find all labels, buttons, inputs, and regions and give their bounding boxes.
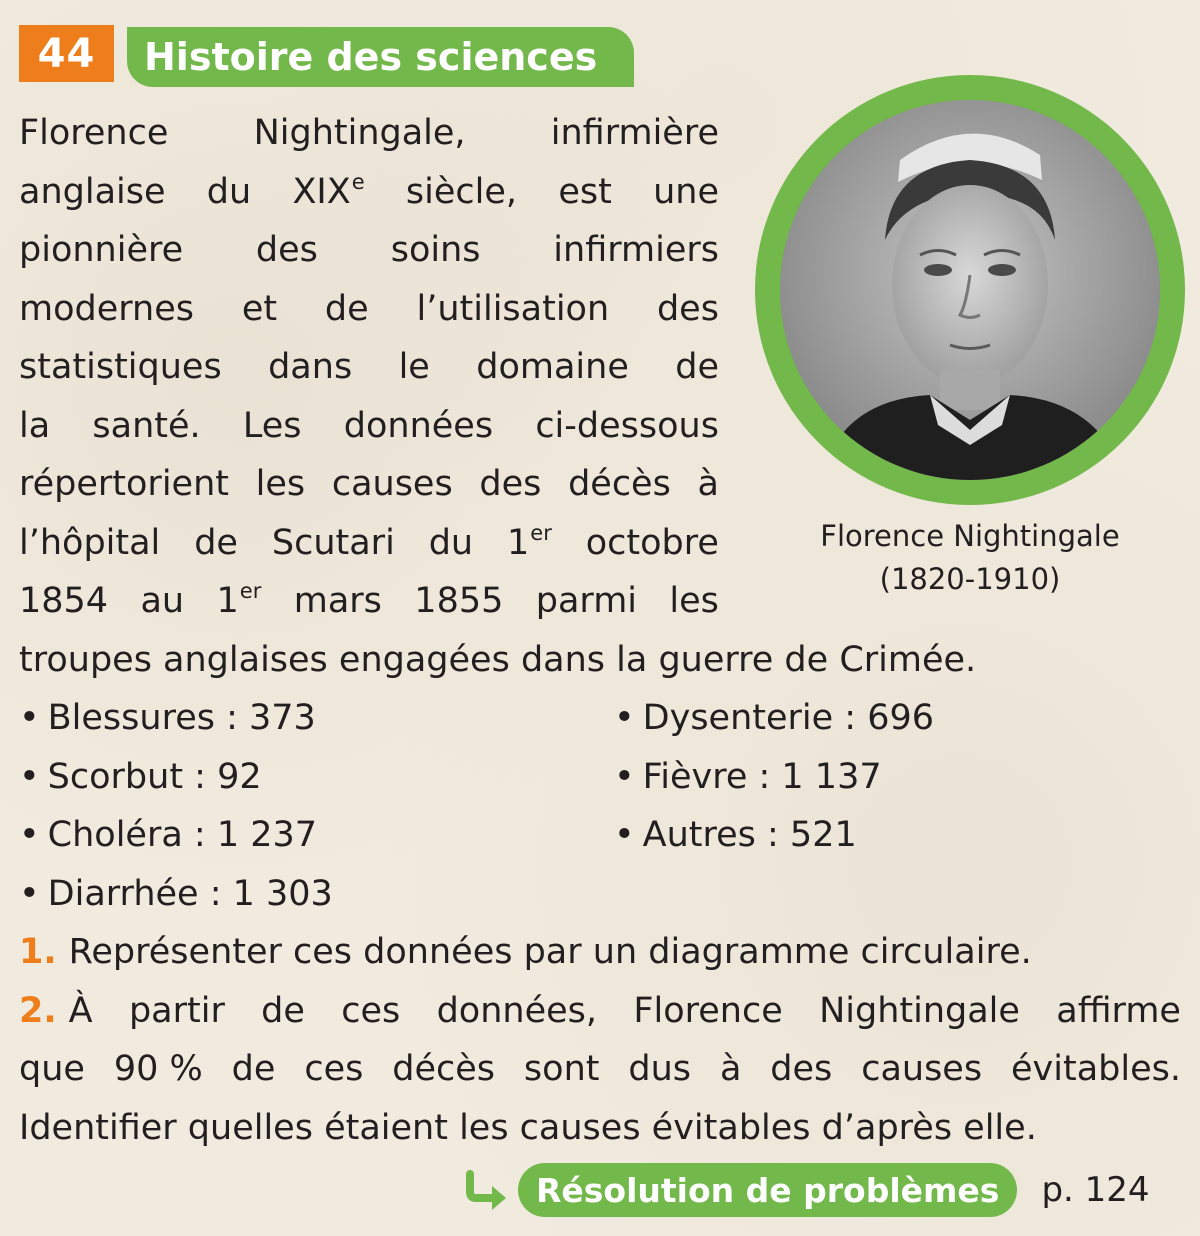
intro-word-text: des [255, 230, 318, 270]
data-list-left [19, 689, 333, 923]
question-2-text-end: Identifier quelles étaient les causes évitables d’après elle. [19, 1107, 1037, 1148]
intro-word [243, 397, 302, 456]
intro-word-text: octobre [585, 522, 719, 563]
intro-word [254, 104, 466, 163]
intro-word-text: modernes [19, 288, 194, 329]
data-item-label: Blessures : 373 [47, 698, 316, 738]
intro-word-text: répertorient [19, 464, 229, 504]
bullet-icon: • [19, 756, 40, 797]
data-item [19, 806, 333, 865]
intro-word-text: anglaise [19, 171, 166, 212]
intro-word [19, 163, 166, 222]
question-2-word: à [719, 1049, 742, 1089]
question-2-line-3 [19, 1099, 1181, 1158]
question-2-word: données, [436, 990, 598, 1031]
intro-word-text: Scutari [271, 522, 395, 563]
question-2-word: de [261, 990, 305, 1031]
intro-line [19, 338, 719, 397]
bullet-icon: • [19, 698, 40, 738]
data-item [19, 689, 333, 748]
data-item [614, 748, 934, 807]
intro-word-text: dans [268, 347, 353, 387]
intro-word [294, 572, 382, 631]
intro-line [19, 631, 977, 690]
intro-word [19, 221, 183, 280]
intro-word [92, 397, 200, 456]
data-item [614, 689, 934, 748]
intro-word [535, 397, 719, 456]
question-2-word: ces [304, 1049, 364, 1089]
data-item-label: Scorbut : 92 [47, 756, 262, 797]
intro-word [344, 397, 493, 456]
intro-word-text: santé. [92, 405, 201, 446]
intro-word-text: infirmiers [553, 230, 719, 270]
superscript: er [239, 579, 262, 603]
intro-word [268, 338, 352, 397]
question-2-word: décès [392, 1049, 496, 1089]
intro-word [479, 455, 541, 514]
intro-line [19, 572, 719, 631]
question-2-line-1 [19, 982, 1181, 1041]
portrait-caption [760, 515, 1180, 601]
intro-word [217, 572, 262, 631]
intro-word [551, 104, 719, 163]
section-title-banner [127, 27, 634, 87]
data-item-label: Fièvre : 1 137 [642, 756, 882, 797]
question-2-word: des [770, 1049, 833, 1089]
intro-word [675, 338, 719, 397]
question-2-word: 90 % [113, 1049, 203, 1089]
question-2-word: Nightingale [819, 990, 1020, 1031]
intro-word [19, 280, 194, 339]
intro-word-text: statistiques [19, 347, 222, 387]
intro-line [19, 280, 719, 339]
question-2-word: dus [628, 1049, 692, 1089]
intro-word [416, 280, 609, 339]
question-2-line-2 [19, 1040, 1181, 1099]
intro-word-text: infirmière [550, 113, 719, 153]
intro-word [140, 572, 184, 631]
question-2-word: de [231, 1049, 276, 1089]
intro-word [194, 514, 238, 573]
intro-word [256, 455, 306, 514]
bullet-icon: • [614, 698, 635, 738]
bullet-icon: • [614, 756, 635, 797]
intro-word-text: 1855 [414, 581, 504, 621]
intro-word-text: la [19, 405, 51, 446]
question-2-word: que [19, 1049, 85, 1089]
intro-word [207, 163, 251, 222]
data-item [19, 865, 333, 924]
intro-word [242, 280, 277, 339]
question-2-word: causes [861, 1049, 983, 1089]
question-2-number: 2. [19, 990, 57, 1031]
intro-word [399, 338, 430, 397]
intro-word-text: de [324, 288, 369, 329]
intro-word-text: ci-dessous [535, 405, 719, 446]
intro-word [406, 163, 517, 222]
intro-word-text: de [675, 347, 719, 387]
intro-word-text: Florence [19, 113, 169, 153]
intro-word [272, 514, 395, 573]
intro-word-text: données [343, 405, 494, 446]
intro-word [568, 455, 671, 514]
question-2-word: Florence [633, 990, 783, 1031]
reference-footer [462, 1160, 1150, 1220]
intro-word-text: les [255, 464, 306, 504]
intro-word-text: des [479, 464, 542, 504]
intro-line [19, 397, 719, 456]
intro-line [19, 163, 719, 222]
intro-word-text: siècle, [405, 171, 518, 212]
bullet-icon: • [19, 873, 40, 914]
intro-word [19, 455, 229, 514]
data-item-label: Autres : 521 [642, 815, 857, 855]
intro-word-text: l’utilisation [416, 288, 610, 329]
intro-word [19, 572, 108, 631]
return-arrow-icon [462, 1170, 512, 1210]
caption-dates: (1820-1910) [879, 562, 1061, 596]
intro-word-text: pionnière [19, 230, 184, 270]
intro-line [19, 104, 719, 163]
question-2-word: évitables. [1011, 1049, 1181, 1089]
superscript: er [530, 520, 552, 545]
intro-word [536, 572, 637, 631]
intro-word [669, 572, 719, 631]
intro-word [698, 455, 719, 514]
intro-word-text: Nightingale, [253, 113, 466, 153]
intro-word [586, 514, 719, 573]
bullet-icon: • [614, 815, 635, 855]
intro-word [414, 572, 503, 631]
question-1 [19, 923, 1181, 982]
intro-word [332, 455, 453, 514]
intro-word [19, 338, 222, 397]
intro-word [292, 163, 364, 222]
intro-line [19, 221, 719, 280]
intro-word-text: des [656, 288, 719, 329]
data-item [614, 806, 934, 865]
intro-word-text: les [669, 581, 719, 621]
intro-word [325, 280, 369, 339]
intro-word-text: du [428, 522, 474, 563]
intro-word-text: décès [568, 464, 671, 504]
intro-word-text: soins [390, 230, 481, 270]
intro-line [19, 514, 719, 573]
question-2-word: affirme [1056, 990, 1181, 1031]
page-reference: p. 124 [1041, 1170, 1150, 1210]
intro-last-line-text: troupes anglaises engagées dans la guerre de Crimée. [19, 639, 977, 680]
intro-word [553, 221, 719, 280]
intro-word [653, 163, 719, 222]
question-2-word: sont [523, 1049, 600, 1089]
intro-word-text: Les [242, 405, 302, 446]
intro-word-text: de [194, 522, 238, 563]
intro-line [19, 455, 719, 514]
problem-solving-link[interactable]: Résolution de problèmes [518, 1163, 1017, 1217]
portrait-photo [780, 100, 1160, 480]
intro-word [507, 514, 552, 573]
question-2-start [19, 982, 93, 1041]
data-item-label: Dysenterie : 696 [642, 698, 935, 738]
data-item [19, 748, 333, 807]
intro-word-text: 1854 [19, 581, 109, 621]
portrait-illustration [780, 100, 1160, 480]
question-1-text: Représenter ces données par un diagramme circulaire. [68, 932, 1032, 972]
intro-word-text: au [140, 581, 185, 621]
intro-word [558, 163, 612, 222]
data-list-right [614, 689, 934, 865]
intro-word [19, 514, 160, 573]
question-2-word: À [68, 990, 93, 1031]
intro-word-text: et [241, 288, 278, 329]
question-2-word: partir [128, 990, 225, 1031]
question-1-number: 1. [19, 932, 57, 972]
section-title: Histoire des sciences [144, 35, 598, 79]
intro-word-text: à [697, 464, 719, 504]
intro-word [19, 397, 50, 456]
intro-word [429, 514, 473, 573]
intro-word [657, 280, 719, 339]
intro-word-text: 1 [507, 522, 530, 563]
caption-name: Florence Nightingale [820, 519, 1120, 553]
intro-word-text: 1 [216, 581, 239, 621]
intro-word-text: parmi [535, 581, 638, 621]
intro-word-text: du [206, 171, 252, 212]
intro-word [256, 221, 318, 280]
intro-word-text: l’hôpital [19, 522, 161, 563]
intro-word [476, 338, 629, 397]
bullet-icon: • [19, 815, 40, 855]
intro-word-text: XIX [292, 171, 351, 212]
intro-word [19, 104, 168, 163]
question-2-word: ces [341, 990, 401, 1031]
intro-word-text: le [398, 347, 430, 387]
superscript: e [351, 169, 365, 194]
intro-word-text: une [653, 171, 719, 212]
questions [19, 923, 1181, 1157]
intro-word-text: causes [331, 464, 453, 504]
exercise-number-badge: 44 [19, 25, 114, 82]
intro-word [391, 221, 481, 280]
data-item-label: Choléra : 1 237 [47, 815, 318, 855]
intro-word-text: mars [293, 581, 382, 621]
intro-word-text: domaine [476, 347, 629, 387]
data-item-label: Diarrhée : 1 303 [47, 873, 333, 914]
intro-word-text: est [558, 171, 612, 212]
